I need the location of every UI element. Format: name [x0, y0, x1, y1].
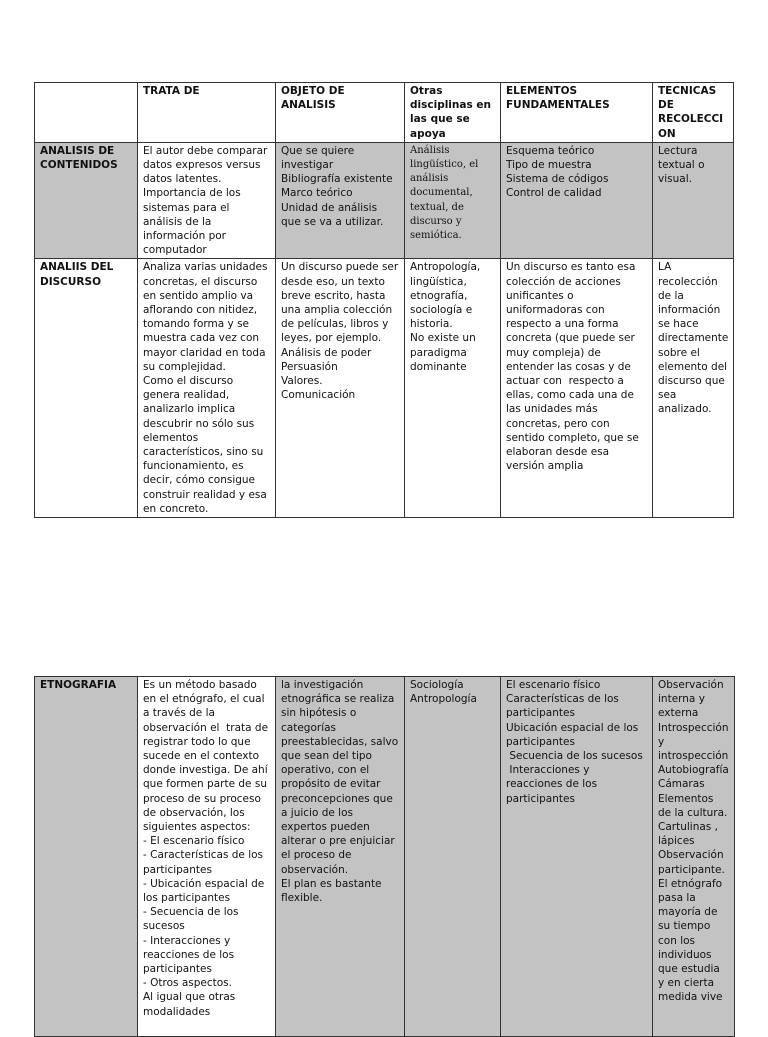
comparison-table-bottom [34, 676, 735, 1037]
table-row [35, 677, 735, 1037]
cell-elementos: Esquema teórico Tipo de muestra Sistema de códigos Control de calidad [501, 142, 653, 259]
header-tecnicas: TECNICAS DE RECOLECCI ON [653, 83, 734, 143]
cell-objeto: la investigación etnográfica se realiza sin hipótesis o categorías preestablecidas, salvo que sean del tipo operativo, con el propósito de evitar preconcepciones que a juicio de los expertos pueden alterar o pre enjuiciar el proceso de observación. El plan es bastante flexible. [276, 677, 405, 1037]
header-row [35, 83, 734, 143]
cell-tecnicas: LA recolección de la información se hace directamente sobre el elemento del discurso que sea analizado. [653, 259, 734, 518]
cell-trata-de: Es un método basado en el etnógrafo, el cual a través de la observación el trata de registrar todo lo que sucede en el contexto donde investiga. De ahí que formen parte de su proceso de su proceso de observación, los siguientes aspectos: - El escenario físico - Características de los participantes - Ubicación espacial de los participantes - Secuencia de los sucesos - Interacciones y reacciones de los participantes - Otros aspectos. Al igual que otras modalidades [138, 677, 276, 1037]
cell-objeto: Que se quiere investigar Bibliografía existente Marco teórico Unidad de análisis que se va a utilizar. [276, 142, 405, 259]
row-title: ANALIIS DEL DISCURSO [35, 259, 138, 518]
cell-disciplinas: Análisis lingüístico, el análisis documental, textual, de discurso y semiótica. [405, 142, 501, 259]
cell-elementos: El escenario físico Características de los participantes Ubicación espacial de los participantes Secuencia de los sucesos Interacciones y reacciones de los participantes [501, 677, 653, 1037]
table-row [35, 142, 734, 259]
header-objeto: OBJETO DE ANALISIS [276, 83, 405, 143]
header-disciplinas: Otras disciplinas en las que se apoya [405, 83, 501, 143]
cell-elementos: Un discurso es tanto esa colección de acciones unificantes o uniformadoras con respecto a una forma concreta (que puede ser muy compleja) de entender las cosas y de actuar con respecto a ellas, como cada una de las unidades más concretas, pero con sentido completo, que se elaboran desde esa versión amplia [501, 259, 653, 518]
row-title: ANALISIS DE CONTENIDOS [35, 142, 138, 259]
cell-trata-de: Analiza varias unidades concretas, el discurso en sentido amplio va aflorando con nitidez, tomando forma y se muestra cada vez con mayor claridad en toda su complejidad. Como el discurso genera realidad, analizarlo implica descubrir no sólo sus elementos característicos, sino su funcionamiento, es decir, cómo consigue construir realidad y esa en concreto. [138, 259, 276, 518]
cell-tecnicas: Observación interna y externa Introspección y introspección Autobiografía Cámaras Elementos de la cultura. Cartulinas , lápices Observación participante. El etnógrafo pasa la mayoría de su tiempo con los individuos que estudia y en cierta medida vive [653, 677, 735, 1037]
comparison-table-top [34, 82, 734, 518]
header-elementos: ELEMENTOS FUNDAMENTALES [501, 83, 653, 143]
table-row [35, 259, 734, 518]
row-title: ETNOGRAFIA [35, 677, 138, 1037]
cell-objeto: Un discurso puede ser desde eso, un texto breve escrito, hasta una amplia colección de películas, libros y leyes, por ejemplo. Análisis de poder Persuasión Valores. Comunicación [276, 259, 405, 518]
cell-disciplinas: Sociología Antropología [405, 677, 501, 1037]
cell-tecnicas: Lectura textual o visual. [653, 142, 734, 259]
cell-trata-de: El autor debe comparar datos expresos versus datos latentes. Importancia de los sistemas para el análisis de la información por computador [138, 142, 276, 259]
header-trata-de: TRATA DE [138, 83, 276, 143]
header-blank [35, 83, 138, 143]
cell-disciplinas: Antropología, lingüística, etnografía, sociología e historia. No existe un paradigma dominante [405, 259, 501, 518]
